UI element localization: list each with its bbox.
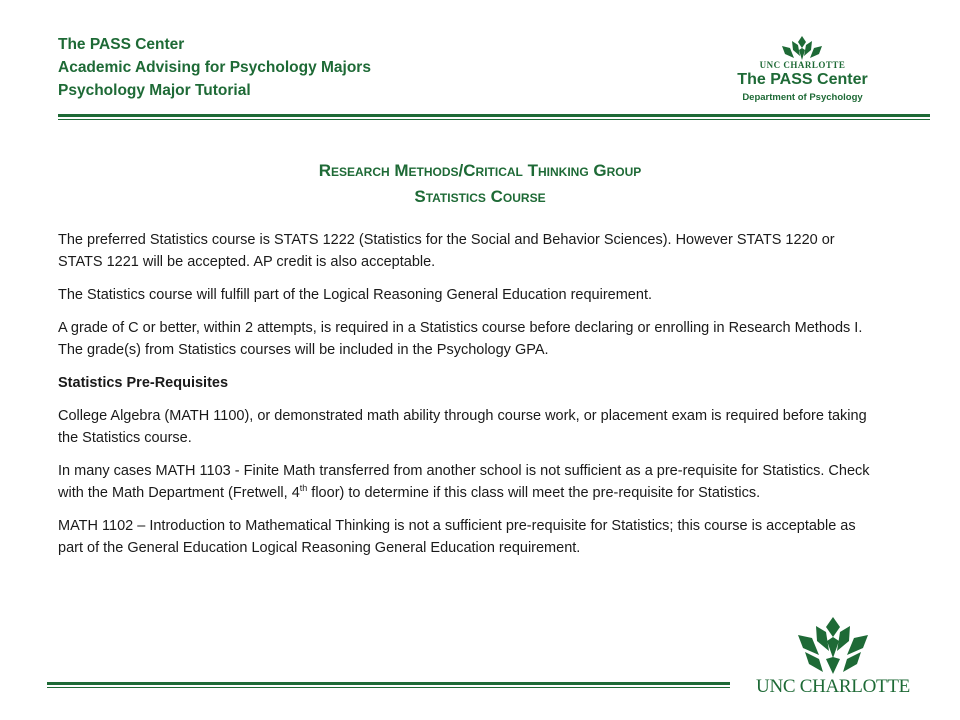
header-center-name: The PASS Center (58, 36, 185, 53)
footer-divider (47, 682, 730, 685)
paragraph-gen-ed: The Statistics course will fulfill part of the Logical Reasoning General Education requirement. (58, 287, 652, 303)
prerequisites-heading: Statistics Pre-Requisites (58, 375, 229, 391)
paragraph-math-1102: MATH 1102 – Introduction to Mathematical Thinking is not a sufficient pre-requisite for Statistics; this course is acceptable as part of the General Education Logical Reasoning General Education requirement. (58, 518, 856, 556)
finite-math-text-end: floor) to determine if this class will meet the pre-requisite for Statistics. (307, 485, 761, 501)
header-divider (58, 114, 930, 117)
slide-title (0, 158, 960, 210)
header-subtitle: Academic Advising for Psychology Majors (58, 59, 371, 76)
slide-body (58, 229, 880, 570)
slide-title-line1: Research Methods/Critical Thinking Group (318, 161, 642, 180)
pass-center-logo (730, 36, 875, 106)
unc-charlotte-wordmark: UNC CHARLOTTE (756, 676, 910, 697)
slide-title-line2: Statistics Course (414, 187, 546, 206)
pass-logo-department: Department of Psychology (742, 92, 863, 103)
header-divider-thin (58, 119, 930, 120)
pass-logo-center-name: The PASS Center (737, 71, 868, 88)
pass-logo-university: UNC CHARLOTTE (759, 60, 846, 70)
finite-math-text-start: In many cases MATH 1103 - Finite Math transferred from another school is not sufficient as a pre-requisite for Statistics. Check with the Math Department (Fretwell, 4 (58, 463, 870, 501)
paragraph-preferred-course: The preferred Statistics course is STATS 1222 (Statistics for the Social and Behavior Sciences). However STATS 1220 or STATS 1221 will be accepted. AP credit is also acceptable. (58, 232, 835, 270)
unc-charlotte-logo (738, 617, 928, 703)
unc-crown-icon (793, 617, 873, 675)
paragraph-grade-requirement: A grade of C or better, within 2 attempts, is required in a Statistics course before declaring or enrolling in Research Methods I. The grade(s) from Statistics courses will be included in the Psychology GPA. (58, 320, 863, 358)
footer-divider-thin (47, 687, 730, 688)
paragraph-college-algebra: College Algebra (MATH 1100), or demonstrated math ability through course work, or placement exam is required before taking the Statistics course. (58, 408, 867, 446)
header-tutorial-name: Psychology Major Tutorial (58, 82, 251, 99)
unc-crown-icon (779, 36, 825, 60)
ordinal-suffix: th (299, 483, 308, 494)
paragraph-finite-math (58, 460, 880, 504)
slide-header (58, 33, 371, 102)
